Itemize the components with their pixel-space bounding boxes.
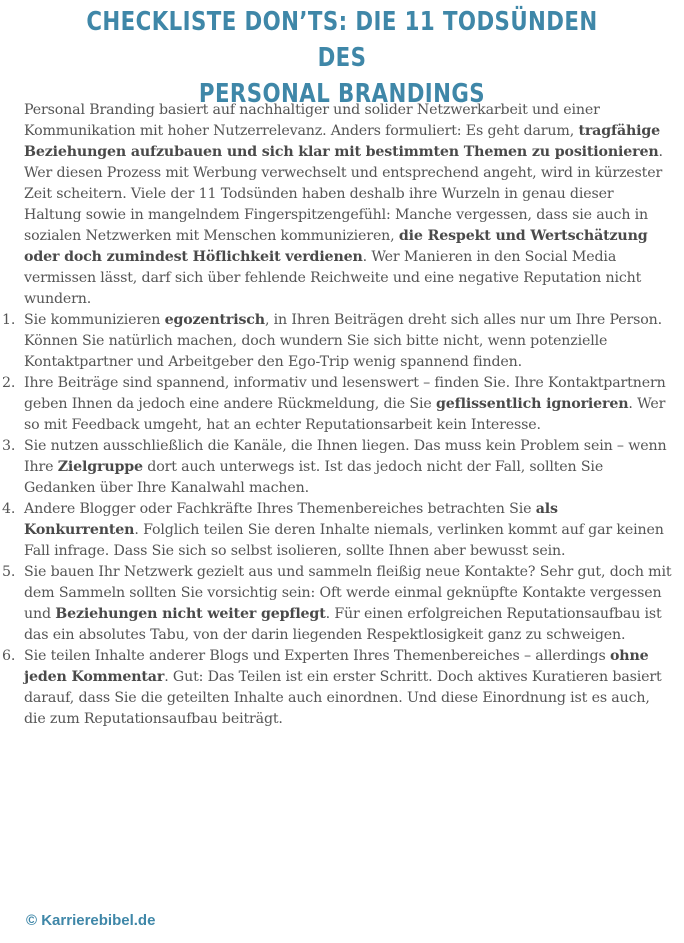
page-title: [62, 4, 623, 112]
item-number: 1.: [2, 312, 16, 328]
intro-bold-2: die Respekt und Wertschätzung oder doch zumindest Höflichkeit verdienen: [24, 228, 648, 265]
intro-text-1: Personal Branding basiert auf nachhaltiger und solider Netzwerkarbeit und einer Kommunikation mit hoher Nutzerrelevanz. Anders formuliert: Es geht darum,: [24, 102, 600, 139]
item-bold: als Konkurrenten: [24, 501, 558, 538]
title-line-2: PERSONAL BRANDINGS: [198, 79, 486, 109]
intro-text-2: . Wer diesen Prozess mit Werbung verwechselt und entsprechend angeht, wird in kürzester Zeit scheitern. Viele der 11 Todsünden haben deshalb ihre Wurzeln in genau dieser Haltung sowie in mangelndem Fingerspitzengefühl: Manche vergessen, dass sie auch in sozialen Netzwerken mit Menschen kommunizieren,: [24, 144, 663, 244]
item-text: Andere Blogger oder Fachkräfte Ihres Themenbereiches betrachten Sie: [24, 501, 536, 517]
item-number: 3.: [2, 438, 16, 454]
item-bold: Beziehungen nicht weiter gepflegt: [55, 606, 326, 622]
list-item: [2, 499, 674, 562]
item-text: . Folglich teilen Sie deren Inhalte niemals, verlinken kommt auf gar keinen Fall infrage. Dass Sie sich so selbst isolieren, sollte Ihnen aber bewusst sein.: [24, 522, 664, 559]
item-text: Sie teilen Inhalte anderer Blogs und Experten Ihres Themenbereiches – allerdings: [24, 648, 610, 664]
item-bold: geflissentlich ignorieren: [435, 396, 629, 412]
item-text: Sie bauen Ihr Netzwerk gezielt aus und sammeln fleißig neue Kontakte? Sehr gut, doch mit dem Sammeln sollten Sie vorsichtig sein: Oft werde einmal geknüpfte Kontakte vergessen und: [24, 564, 672, 622]
item-text: dort auch unterwegs ist. Ist das jedoch nicht der Fall, sollten Sie Gedanken über Ihre Kanalwahl machen.: [24, 459, 604, 496]
dont-list: [2, 310, 674, 730]
item-text: . Für einen erfolgreichen Reputationsaufbau ist das ein absolutes Tabu, von der darin liegenden Respektlosigkeit ganz zu schweigen.: [24, 606, 662, 643]
item-text: Sie kommunizieren: [24, 312, 165, 328]
list-item: [2, 436, 674, 499]
item-text: Ihre Beiträge sind spannend, informativ und lesenswert – finden Sie. Ihre Kontaktpartnern geben Ihnen da jedoch eine andere Rückmeldung, die Sie: [24, 375, 666, 412]
item-number: 6.: [2, 648, 16, 664]
list-item: [2, 562, 674, 646]
list-item: [2, 646, 674, 730]
list-item: [2, 373, 674, 436]
item-bold: Zielgruppe: [57, 459, 143, 475]
list-item: [2, 310, 674, 373]
intro-text-3: . Wer Manieren in den Social Media vermissen lässt, darf sich über fehlende Reichweite und eine negative Reputation nicht wundern.: [24, 249, 642, 307]
copyright-footer: © Karrierebibel.de: [26, 912, 156, 929]
main-content: [2, 100, 674, 730]
item-text: , in Ihren Beiträgen dreht sich alles nur um Ihre Person. Können Sie natürlich machen, doch wundern Sie sich bitte nicht, wenn potenzielle Kontaktpartner und Arbeitgeber den Ego-Trip wenig spannend finden.: [24, 312, 662, 370]
item-bold: egozentrisch: [164, 312, 265, 328]
intro-bold-1: tragfähige Beziehungen aufzubauen und sich klar mit bestimmten Themen zu positionieren: [24, 123, 661, 160]
intro-paragraph: [24, 100, 674, 310]
item-text: . Wer so mit Feedback umgeht, hat an echter Reputationsarbeit kein Interesse.: [24, 396, 666, 433]
item-number: 4.: [2, 501, 16, 517]
item-text: . Gut: Das Teilen ist ein erster Schritt. Doch aktives Kuratieren basiert darauf, dass Sie die geteilten Inhalte auch einordnen. Und diese Einordnung ist es auch, die zum Reputationsaufbau beiträgt.: [24, 669, 662, 727]
item-number: 2.: [2, 375, 16, 391]
item-number: 5.: [2, 564, 16, 580]
title-line-1: CHECKLISTE DON’TS: DIE 11 TODSÜNDEN DES: [86, 7, 598, 73]
item-bold: ohne jeden Kommentar: [24, 648, 649, 685]
item-text: Sie nutzen ausschließlich die Kanäle, die Ihnen liegen. Das muss kein Problem sein – wenn Ihre: [24, 438, 667, 475]
